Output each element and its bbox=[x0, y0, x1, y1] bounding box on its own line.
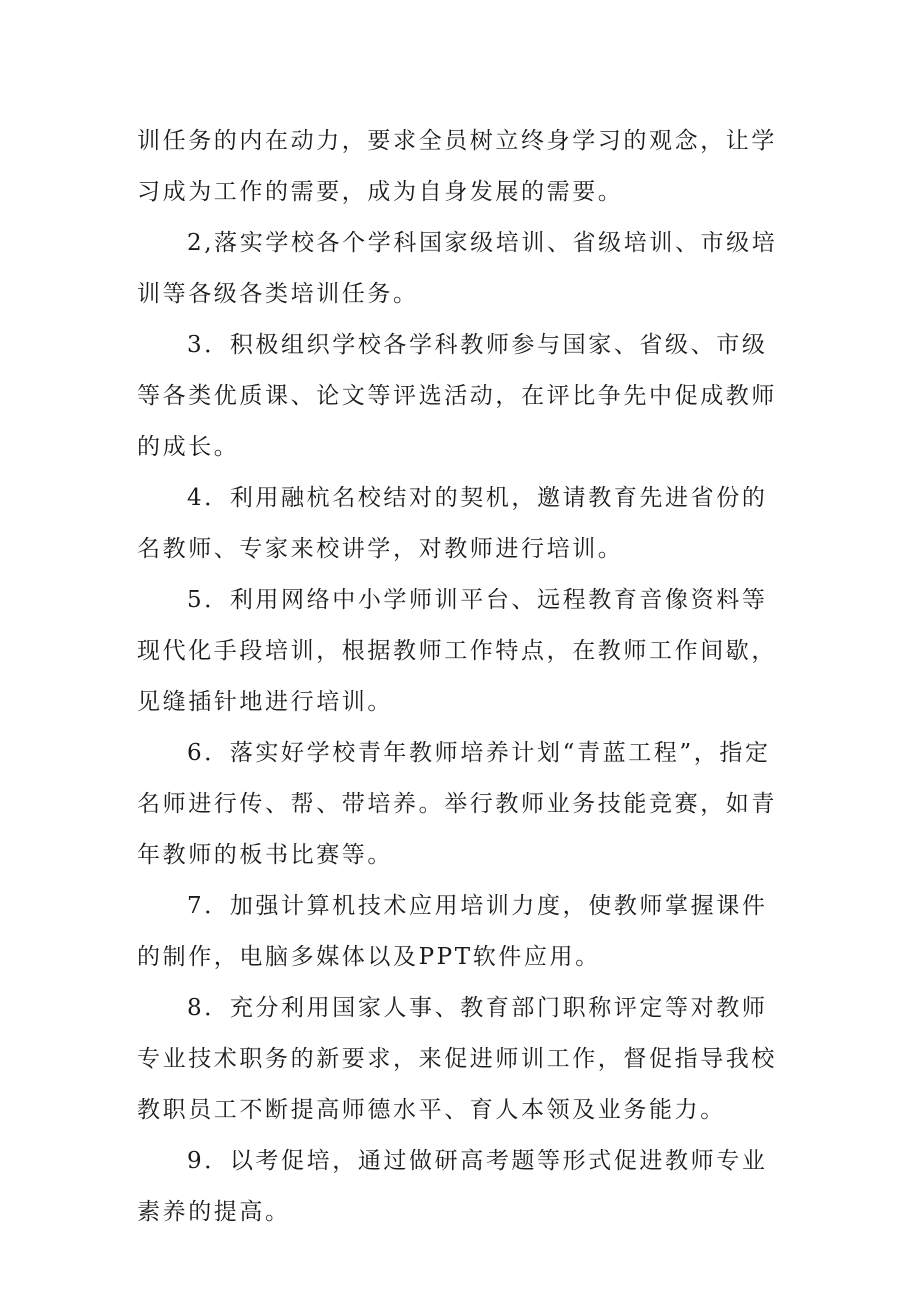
paragraph-item-8: 8．充分利用国家人事、教育部门职称评定等对教师专业技术职务的新要求，来促进师训工作，督促指导我校教职员工不断提高师德水平、育人本领及业务能力。 bbox=[137, 995, 777, 1123]
paragraph-item-3: 3．积极组织学校各学科教师参与国家、省级、市级等各类优质课、论文等评选活动，在评比争先中促成教师的成长。 bbox=[137, 332, 777, 460]
paragraph-item-9: 9．以考促培，通过做研高考题等形式促进教师专业素养的提高。 bbox=[137, 1148, 768, 1225]
paragraph-item-6: 6．落实好学校青年教师培养计划“青蓝工程”，指定名师进行传、帮、带培养。举行教师业务技能竞赛，如青年教师的板书比赛等。 bbox=[137, 740, 777, 868]
paragraph-item-2: 2,落实学校各个学科国家级培训、省级培训、市级培训等各级各类培训任务。 bbox=[137, 230, 778, 307]
document-body bbox=[137, 116, 793, 1238]
paragraph-continuation: 训任务的内在动力，要求全员树立终身学习的观念，让学习成为工作的需要，成为自身发展的需要。 bbox=[137, 128, 777, 205]
paragraph-item-4: 4．利用融杭名校结对的契机，邀请教育先进省份的名教师、专家来校讲学，对教师进行培训。 bbox=[137, 485, 768, 562]
paragraph-item-5: 5．利用网络中小学师训平台、远程教育音像资料等现代化手段培训，根据教师工作特点，在教师工作间歇，见缝插针地进行培训。 bbox=[137, 587, 777, 715]
paragraph-item-7: 7．加强计算机技术应用培训力度，使教师掌握课件的制作，电脑多媒体以及PPT软件应用。 bbox=[137, 893, 768, 970]
